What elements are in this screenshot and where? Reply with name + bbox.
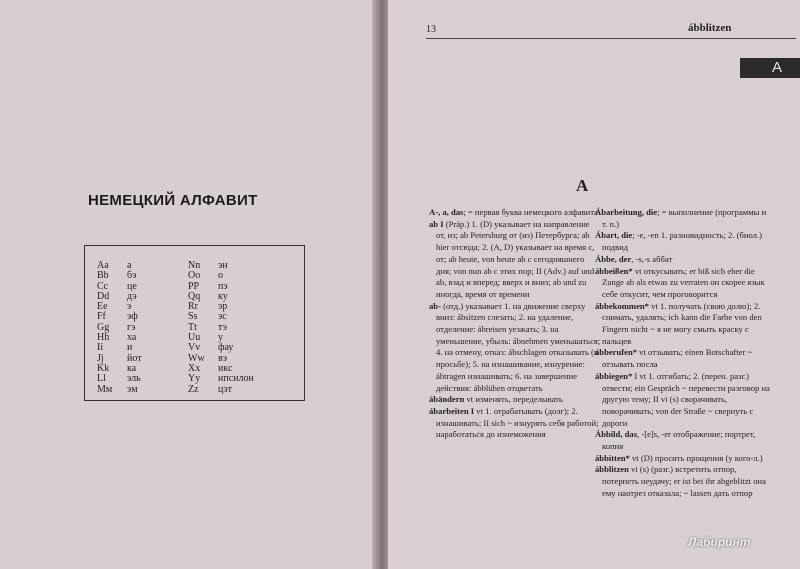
alphabet-letter-name: эр — [218, 301, 228, 313]
alphabet-letter-name: йот — [127, 352, 142, 364]
entry-definition: vt изменять, переделывать — [464, 394, 563, 405]
alphabet-letter-name: ку — [218, 290, 228, 302]
entry-definition: vt 1. отрабатывать (долг); 2. изнашивать; II sich ~ изнурять себя работой; наработаться до изнеможения — [436, 405, 599, 440]
entry-headword: ábbekommen* — [595, 300, 649, 311]
alphabet-letter: Ww — [188, 352, 205, 364]
entry-headword: ábbiegen* — [595, 370, 633, 381]
alphabet-letter: Uu — [188, 332, 201, 344]
dictionary-entry — [595, 347, 770, 370]
entry-headword: ab- — [429, 300, 441, 311]
publisher-watermark: Лабиринт — [688, 535, 751, 549]
entry-definition: vt отзывать; einen Botschafter ~ отзывать посла — [602, 347, 753, 370]
alphabet-letter: Mм — [97, 383, 113, 395]
alphabet-letter: Gg — [97, 321, 110, 333]
entry-headword: ábarbeiten I — [429, 405, 475, 416]
dictionary-entry — [429, 207, 601, 219]
alphabet-letter: Ee — [97, 301, 108, 313]
alphabet-letter-name: пэ — [218, 280, 228, 292]
alphabet-letter: Kk — [97, 362, 110, 374]
entry-definition: vt (D) просить прощения (у кого-л.) — [629, 452, 763, 463]
alphabet-table — [84, 245, 305, 401]
alphabet-row — [188, 292, 298, 302]
dictionary-entry — [429, 219, 601, 301]
alphabet-letter: Jj — [97, 352, 104, 364]
entry-headword: ábberufen* — [595, 347, 638, 358]
alphabet-letter-name: э — [127, 301, 132, 313]
alphabet-letter-name: гэ — [127, 321, 136, 333]
alphabet-letter-name: у — [218, 332, 223, 344]
alphabet-letter-name: эль — [127, 373, 141, 385]
entry-headword: ábblitzen — [595, 464, 629, 475]
entry-definition: ; = первая буква немецкого алфавита — [463, 207, 598, 217]
alphabet-letter-name: цe — [127, 280, 137, 292]
alphabet-letter-name: дэ — [127, 290, 137, 302]
dictionary-entry — [429, 406, 601, 441]
dictionary-column-2 — [595, 207, 770, 500]
thumb-index-tab — [740, 58, 800, 78]
alphabet-letter-name: эн — [218, 260, 228, 271]
dictionary-entry — [595, 464, 770, 499]
dictionary-entry — [429, 394, 601, 406]
alphabet-row — [188, 261, 298, 271]
dictionary-entry — [595, 254, 770, 266]
entry-definition: vt откусывать; er biß sich eher die Zunge ab als etwas zu verraten он скорее язык себе откусит, чем проговорится — [602, 265, 765, 299]
alphabet-letter-name: бэ — [127, 270, 137, 282]
alphabet-row — [188, 312, 298, 322]
alphabet-letter: Vv — [188, 342, 201, 354]
alphabet-letter: PP — [188, 280, 200, 292]
alphabet-title: НЕМЕЦКИЙ АЛФАВИТ — [88, 192, 258, 209]
entry-headword: ab I — [429, 218, 444, 229]
alphabet-letter: Ii — [97, 342, 104, 354]
dictionary-entry — [595, 266, 770, 301]
alphabet-letter-name: тэ — [218, 321, 227, 333]
dictionary-entry — [429, 301, 601, 395]
alphabet-row — [188, 333, 298, 343]
alphabet-letter-name: и — [127, 342, 133, 354]
entry-definition: ; -e, -en 1. разновидность; 2. (биол.) подвид — [602, 230, 762, 253]
entry-definition: , -[e]s, -er отображение; портрет, копия — [602, 429, 756, 452]
entry-definition: , -s,-s аббат — [631, 253, 673, 264]
dictionary-column-1 — [429, 207, 601, 441]
alphabet-letter-name: ипсилон — [218, 373, 254, 385]
entry-definition: (отд.) указывает 1. на движение сверху вниз: ábsitzen слезать; 2. на удаление, отделение: ábreisen уезжать; 3. на уменьшение, убыль: ábnehmen уменьшаться; 4. на отмену, отказ: ábschlagen отказывать (в просьбе); 5. на изнашивание, изнурение: ábtragen изнашивать; 6. на завершение действия: ábblühen отцветать — [436, 300, 601, 393]
alphabet-letter-name: цэт — [218, 383, 233, 395]
alphabet-letter: Hh — [97, 332, 110, 344]
section-letter: A — [576, 176, 589, 195]
dictionary-entry — [595, 371, 770, 430]
alphabet-letter: Nn — [188, 260, 201, 271]
alphabet-letter-name: ка — [127, 362, 137, 374]
alphabet-letter: Cc — [97, 280, 109, 292]
entry-definition: vi (s) (разг.) встретить отпор, потерпеть неудачу; er ist bei ihr abgeblitzt она ему наотрез отказала; ~ lassen дать отпор — [602, 464, 766, 498]
alphabet-letter-name: вэ — [218, 352, 228, 364]
entry-definition: (Präp.) 1. (D) указывает на направление от, из; ab Petersburg от (из) Петербурга; ab hier отсюда; 2. (A, D) указывает на время с, от; ab heute, von heute ab с сегодняшнего дня; von nun ab с этих пор; II (Adv.) auf und ab, взад и вперед; вверх и вниз; ab und zu иногда, время от времени — [436, 218, 595, 299]
alphabet-letter-name: эс — [218, 311, 227, 323]
alphabet-letter: Ll — [97, 373, 106, 385]
entry-definition: I vt 1. отгибать; 2. (перен. разг.) отвести; ein Gespräch ~ перевести разговор на другую тему; II vi (s) сворачивать, поворачивать; von der Straße ~ свернуть с дороги — [602, 370, 770, 428]
alphabet-row — [188, 354, 298, 364]
left-page — [0, 0, 380, 569]
entry-headword: Ábbild, das — [595, 429, 638, 440]
alphabet-letter: Ss — [188, 311, 198, 323]
alphabet-letter-name: а — [127, 260, 132, 271]
alphabet-letter: Yy — [188, 373, 201, 385]
alphabet-row — [188, 271, 298, 281]
alphabet-row — [188, 374, 298, 384]
page-number: 13 — [426, 24, 436, 35]
running-head: ábblitzen — [688, 22, 732, 34]
alphabet-letter: Tt — [188, 321, 197, 333]
alphabet-letter: Qq — [188, 290, 201, 302]
alphabet-letter: Bb — [97, 270, 109, 282]
header-rule — [426, 38, 796, 39]
alphabet-letter-name: икс — [218, 362, 233, 374]
alphabet-letter-name: эф — [127, 311, 138, 323]
right-page — [388, 0, 800, 569]
entry-headword: A-, a, das — [429, 207, 464, 217]
alphabet-row — [188, 302, 298, 312]
alphabet-letter-name: эм — [127, 383, 138, 395]
alphabet-letter-name: ха — [127, 332, 137, 344]
dictionary-entry — [595, 453, 770, 465]
alphabet-row — [188, 323, 298, 333]
alphabet-letter: Zz — [188, 383, 199, 395]
dictionary-entry — [595, 207, 770, 230]
alphabet-letter: Ff — [97, 311, 106, 323]
entry-headword: ábbitten* — [595, 452, 630, 463]
entry-headword: ábändern — [429, 394, 465, 405]
alphabet-letter: Rr — [188, 301, 198, 313]
dictionary-entry — [595, 230, 770, 253]
entry-headword: Ábbe, der — [595, 253, 632, 264]
entry-definition: vt 1. получать (свою долю); 2. снимать, удалять; ich kann die Farbe von den Fingern nicht ~ я не могу смыть краску с пальцев — [602, 300, 762, 346]
dictionary-entry — [595, 301, 770, 348]
entry-definition: ; = выполнение (программы и т. п.) — [602, 207, 767, 229]
alphabet-letter-name: о — [218, 270, 223, 282]
entry-headword: ábbeißen* — [595, 265, 633, 276]
alphabet-letter: Aa — [97, 260, 109, 271]
alphabet-letter: Oo — [188, 270, 201, 282]
alphabet-letter-name: фау — [218, 342, 234, 354]
alphabet-letter: Xx — [188, 362, 201, 374]
alphabet-column-right — [188, 261, 298, 395]
entry-headword: Ábart, die — [595, 230, 633, 241]
alphabet-letter: Dd — [97, 290, 110, 302]
entry-headword: Ábarbeitung, die — [595, 207, 658, 217]
alphabet-row — [188, 282, 298, 292]
alphabet-row — [188, 385, 298, 395]
dictionary-entry — [595, 429, 770, 452]
thumb-index-letter: A — [772, 59, 783, 76]
